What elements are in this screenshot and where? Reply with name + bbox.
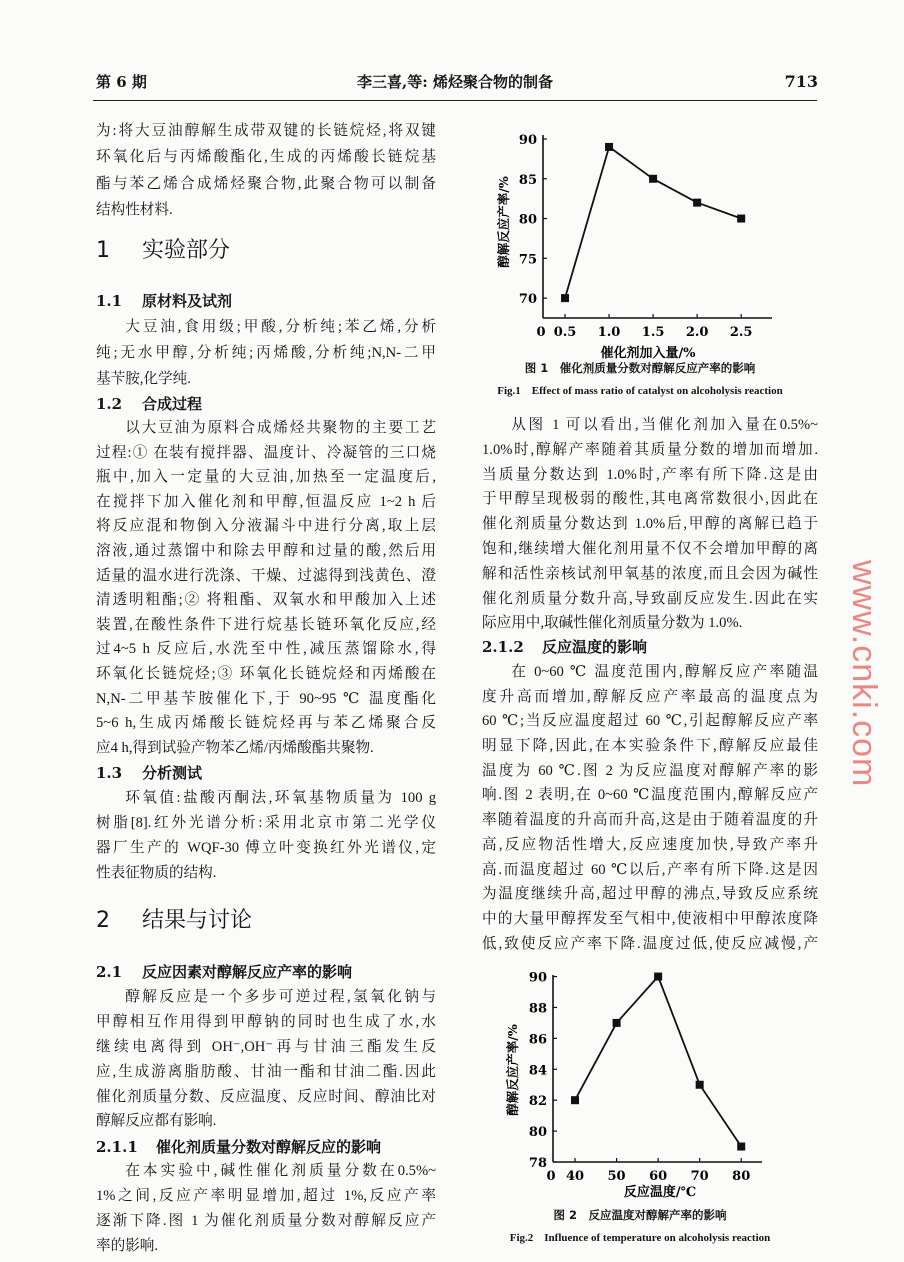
data-point-marker (613, 1019, 621, 1027)
text-line: 从图 1 可以看出,当催化剂加入量在0.5%~ (511, 417, 818, 433)
data-point-marker (737, 1143, 745, 1151)
text-line: 在 0~60 ℃ 温度范围内,醇解反应产率随温 (511, 664, 818, 680)
x-axis-label: 反应温度/℃ (623, 1185, 697, 1200)
text-line: 过4~5 h 反应后,水洗至中性,减压蒸馏除水,得 (96, 641, 436, 658)
text-line: 过程:① 在装有搅拌器、温度计、冷凝管的三口烧 (96, 444, 436, 461)
data-point-marker (561, 294, 569, 302)
text-line: 1.0%时,醇解产率随着其质量分数的增加而增加. (482, 441, 818, 458)
x-axis-label: 催化剂加入量/% (600, 346, 696, 361)
text-line: 器厂生产的 WQF-30 傅立叶变换红外光谱仪,定 (96, 840, 436, 856)
page-number: 713 (784, 72, 818, 91)
text-line: 在搅拌下加入催化剂和甲醇,恒温反应 1~2 h 后 (96, 493, 436, 510)
data-point-marker (654, 973, 662, 981)
text-line: 在本实验中,碱性催化剂质量分数在0.5%~ (125, 1163, 436, 1179)
text-line: 溶液,通过蒸馏中和除去甲醇和过量的酸,然后用 (96, 542, 436, 559)
y-tick-label: 88 (528, 1001, 547, 1017)
text-line: 为:将大豆油醇解生成带双键的长链烷烃,将双键 (96, 123, 436, 139)
subsection-number: 1.2 (96, 395, 123, 413)
x-tick-label: 2.0 (685, 325, 709, 340)
text-line: 中的大量甲醇挥发至气相中,使液相中甲醇浓度降 (482, 910, 818, 927)
x-tick-label: 80 (732, 1169, 751, 1184)
y-tick-label: 84 (528, 1063, 547, 1079)
text-line: 环氧化后与丙烯酸酯化,生成的丙烯酸长链烷基 (96, 149, 436, 166)
text-line: 温度为 60 ℃.图 2 为反应温度对醇解产率的影 (482, 762, 818, 779)
x-tick-label: 40 (565, 1169, 585, 1184)
temperature-paragraph (482, 660, 818, 956)
issue-label: 第 6 期 (96, 73, 147, 91)
running-title: 李三喜,等: 烯烃聚合物的制备 (357, 73, 553, 91)
y-tick-label: 85 (518, 172, 537, 188)
subsection-title: 反应因素对醇解反应产率的影响 (142, 963, 353, 981)
data-point-marker (737, 215, 745, 223)
subsection-2-1-2-heading (482, 638, 647, 656)
text-line: 逐渐下降.图 1 为催化剂质量分数对醇解反应产 (96, 1213, 436, 1229)
data-point-marker (696, 1081, 704, 1089)
text-line: 催化剂质量分数升高,导致副反应发生.因此在实 (482, 590, 818, 607)
text-line: 环氧化长链烷烃;③ 环氧化长链烷烃和丙烯酸在 (96, 665, 436, 682)
y-axis-label: 醇解反应产率/% (496, 176, 511, 268)
figure-2-caption-cn: 图 2 反应温度对醇解产率的影响 (553, 1208, 727, 1222)
subsection-number: 2.1.2 (482, 638, 524, 656)
text-line: N,N-二甲基苄胺催化下,于 90~95 ℃ 温度酯化 (96, 690, 436, 707)
y-tick-label: 90 (528, 970, 547, 986)
section-number: 2 (96, 908, 110, 933)
x-tick-label: 70 (690, 1169, 709, 1184)
text-line: 性表征物质的结构. (96, 865, 217, 881)
text-line: 明显下降,因此,在本实验条件下,醇解反应最佳 (482, 738, 818, 755)
text-line: 醇解反应是一个多步可逆过程,氢氧化钠与 (125, 989, 436, 1005)
text-line: 适量的温水进行洗涤、干燥、过滤得到浅黄色、澄 (96, 567, 436, 584)
text-line: 饱和,继续增大催化剂用量不仅不会增加甲醇的离 (482, 540, 818, 557)
text-line: 高,反应物活性增大,反应速度加快,导致产率升 (482, 836, 818, 853)
y-tick-label: 86 (528, 1032, 547, 1048)
subsection-title: 分析测试 (142, 764, 203, 782)
text-line: 甲醇相互作用得到甲醇钠的同时也生成了水,水 (96, 1013, 436, 1030)
text-line: 率随着温度的升高而升高,这是由于随着温度的升 (482, 812, 818, 829)
text-line: 率的影响. (96, 1238, 159, 1254)
subsection-title: 合成过程 (142, 395, 203, 413)
x-tick-label: 2.5 (729, 325, 753, 340)
x-tick-label: 60 (649, 1169, 668, 1184)
y-tick-label: 75 (518, 252, 537, 268)
text-line: 当质量分数达到 1.0%时,产率有所下降.这是由 (482, 466, 818, 483)
text-line: 于甲醇呈现极弱的酸性,其电离常数很小,因此在 (482, 491, 818, 508)
text-line: 低,致使反应产率下降.温度过低,使反应减慢,产 (482, 935, 818, 952)
text-line: 60 ℃;当反应温度超过 60 ℃,引起醇解反应产率 (482, 713, 818, 730)
data-point-marker (649, 175, 657, 183)
text-line: 以大豆油为原料合成烯烃共聚物的主要工艺 (125, 420, 436, 436)
section-title: 实验部分 (142, 238, 231, 263)
data-point-marker (571, 1096, 579, 1104)
series-line (575, 977, 741, 1147)
y-axis-label: 醇解反应产率/% (505, 1024, 520, 1116)
text-line: 树脂[8].红外光谱分析:采用北京市第二光学仪 (96, 815, 436, 831)
text-line: 应,生成游离脂肪酸、甘油一酯和甘油二酯.因此 (96, 1063, 436, 1080)
data-point-marker (605, 143, 613, 151)
subsection-number: 2.1 (96, 963, 123, 981)
text-line: 高.而温度超过 60 ℃以后,产率有所下降.这是因 (482, 861, 818, 878)
text-line: 清透明粗酯;② 将粗酯、双氧水和甲酸加入上述 (96, 592, 436, 609)
text-line: 响.图 2 表明,在 0~60 ℃温度范围内,醇解反应产 (482, 787, 818, 804)
figure-1-caption-en: Fig.1 Effect of mass ratio of catalyst on alcoholysis reaction (497, 385, 783, 397)
watermark: www.cnki.com (845, 560, 883, 788)
text-line: 继续电离得到 OH⁻,OH⁻再与甘油三酯发生反 (96, 1038, 436, 1055)
section-title: 结果与讨论 (142, 908, 253, 933)
subsection-title: 催化剂质量分数对醇解反应的影响 (156, 1138, 382, 1156)
subsection-number: 1.3 (96, 764, 123, 782)
subsection-number: 1.1 (96, 292, 123, 310)
figure-2-caption-en: Fig.2 Influence of temperature on alcoholysis reaction (509, 1232, 771, 1244)
text-line: 基苄胺,化学纯. (96, 371, 191, 388)
y-tick-label: 82 (528, 1094, 547, 1110)
text-line: 催化剂质量分数达到 1.0%后,甲醇的离解已趋于 (482, 516, 818, 533)
text-line: 度升高而增加,醇解反应产率最高的温度点为 (482, 688, 818, 705)
text-line: 环氧值:盐酸丙酮法,环氧基物质量为 100 g (125, 790, 436, 806)
y-tick-label: 90 (518, 132, 537, 148)
origin-label: 0 (536, 325, 546, 340)
y-tick-label: 80 (528, 1125, 547, 1141)
text-line: 大豆油,食用级;甲酸,分析纯;苯乙烯,分析 (125, 319, 436, 335)
text-line: 1%之间,反应产率明显增加,超过 1%,反应产率 (96, 1188, 436, 1204)
series-line (565, 147, 741, 298)
text-line: 解和活性亲核试剂甲氧基的浓度,而且会因为碱性 (482, 565, 818, 582)
figure-1-caption-cn: 图 1 催化剂质量分数对醇解反应产率的影响 (524, 361, 756, 375)
text-line: 5~6 h,生成丙烯酸长链烷烃再与苯乙烯聚合反 (96, 715, 436, 732)
subsection-title: 反应温度的影响 (542, 638, 648, 656)
x-tick-label: 0.5 (553, 325, 577, 340)
text-line: 瓶中,加入一定量的大豆油,加热至一定温度后, (96, 469, 436, 486)
text-line: 应4 h,得到试验产物苯乙烯/丙烯酸酯共聚物. (96, 739, 374, 756)
data-point-marker (693, 199, 701, 207)
x-tick-label: 1.5 (641, 325, 665, 340)
y-tick-label: 70 (518, 292, 537, 308)
text-line: 装置,在酸性条件下进行烷基长链环氧化反应,经 (96, 616, 436, 633)
origin-label: 0 (546, 1169, 556, 1184)
x-tick-label: 1.0 (597, 325, 621, 340)
text-line: 纯;无水甲醇,分析纯;丙烯酸,分析纯;N,N-二甲 (96, 345, 436, 362)
text-line: 催化剂质量分数、反应温度、反应时间、醇油比对 (96, 1088, 436, 1105)
y-tick-label: 80 (518, 212, 537, 228)
text-line: 结构性材料. (96, 201, 173, 218)
section-number: 1 (96, 238, 110, 263)
y-tick-label: 78 (528, 1156, 547, 1171)
text-line: 际应用中,取碱性催化剂质量分数为 1.0%. (482, 615, 743, 632)
catalyst-discussion-paragraph (482, 413, 818, 636)
subsection-number: 2.1.1 (96, 1138, 138, 1156)
x-tick-label: 50 (607, 1169, 626, 1184)
text-line: 将反应混和物倒入分液漏斗中进行分离,取上层 (96, 518, 436, 535)
text-line: 为温度继续升高,超过甲醇的沸点,导致反应系统 (482, 886, 818, 903)
text-line: 酯与苯乙烯合成烯烃聚合物,此聚合物可以制备 (96, 175, 436, 192)
text-line: 醇解反应都有影响. (96, 1113, 217, 1130)
subsection-title: 原材料及试剂 (142, 292, 233, 310)
